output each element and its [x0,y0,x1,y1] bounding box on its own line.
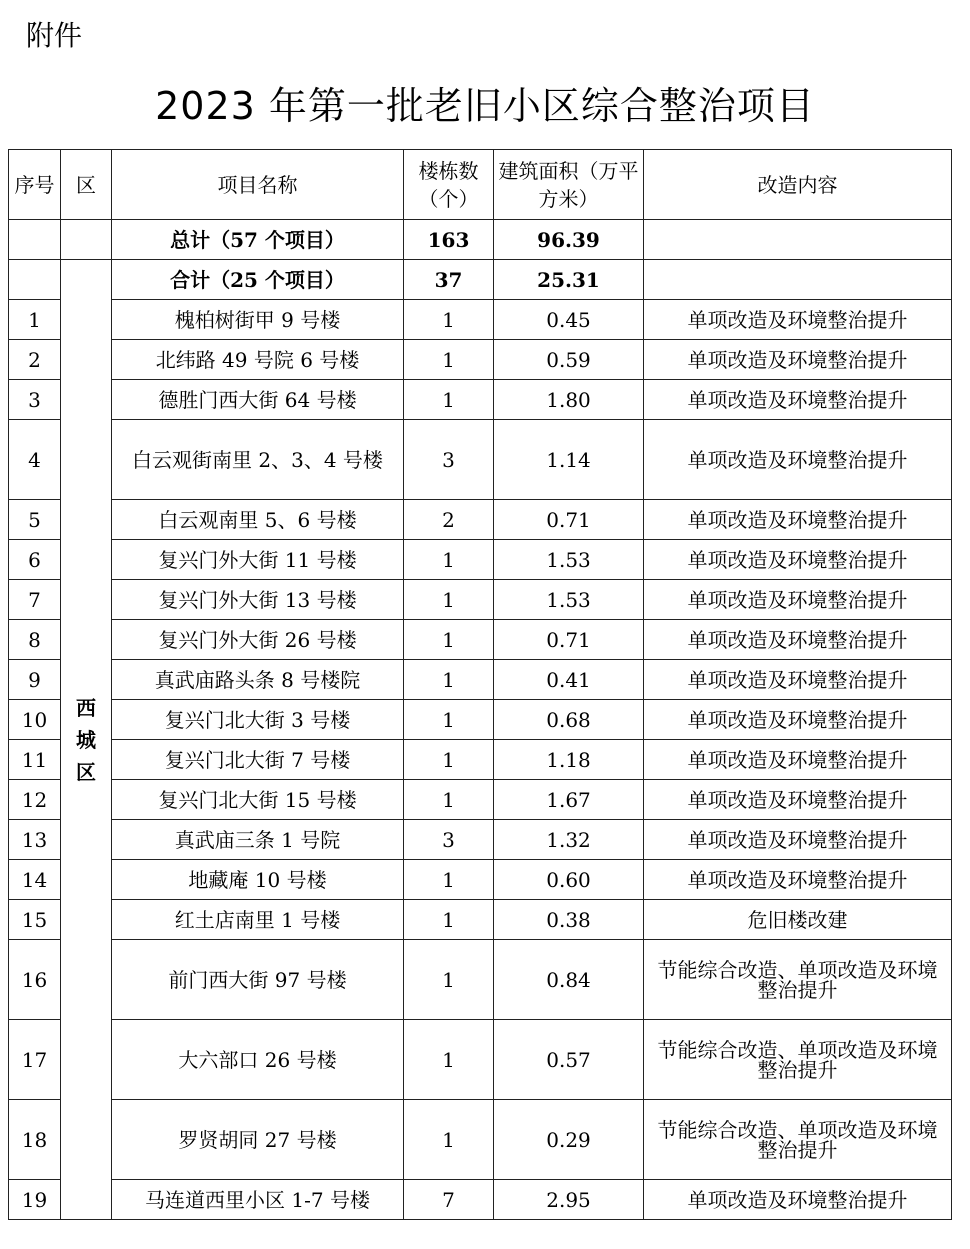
attachment-label: 附件 [26,19,83,52]
row-area: 1.80 [494,380,644,420]
row-seq: 6 [9,540,61,580]
row-area: 1.53 [494,580,644,620]
district-label: 西城区 [76,695,96,784]
row-area: 0.38 [494,900,644,940]
table-row [9,620,952,660]
row-name: 真武庙路头条 8 号楼院 [112,660,404,700]
table-row [9,540,952,580]
table-row [9,900,952,940]
row-buildings: 1 [404,740,494,780]
row-content: 单项改造及环境整治提升 [644,580,952,620]
row-seq: 13 [9,820,61,860]
row-content: 单项改造及环境整治提升 [644,380,952,420]
row-name: 白云观街南里 2、3、4 号楼 [112,420,404,500]
table-row [9,380,952,420]
row-area: 1.18 [494,740,644,780]
header-district: 区 [61,150,112,220]
row-name: 真武庙三条 1 号院 [112,820,404,860]
row-name: 槐柏树街甲 9 号楼 [112,300,404,340]
row-buildings: 1 [404,900,494,940]
total-name: 总计（57 个项目） [112,220,404,260]
row-name: 白云观南里 5、6 号楼 [112,500,404,540]
total-district-cell [61,220,112,260]
table-row [9,700,952,740]
subtotal-name: 合计（25 个项目） [112,260,404,300]
total-content-cell [644,220,952,260]
row-seq: 15 [9,900,61,940]
row-buildings: 1 [404,1020,494,1100]
row-seq: 11 [9,740,61,780]
row-seq: 1 [9,300,61,340]
row-seq: 5 [9,500,61,540]
row-buildings: 1 [404,700,494,740]
row-buildings: 1 [404,620,494,660]
header-content: 改造内容 [644,150,952,220]
row-buildings: 1 [404,1100,494,1180]
row-name: 马连道西里小区 1-7 号楼 [112,1180,404,1220]
table-row [9,1020,952,1100]
row-seq: 7 [9,580,61,620]
row-content: 单项改造及环境整治提升 [644,780,952,820]
row-content: 单项改造及环境整治提升 [644,420,952,500]
row-buildings: 1 [404,940,494,1020]
header-name: 项目名称 [112,150,404,220]
total-area: 96.39 [494,220,644,260]
row-seq: 18 [9,1100,61,1180]
row-area: 0.60 [494,860,644,900]
row-seq: 10 [9,700,61,740]
row-content: 单项改造及环境整治提升 [644,300,952,340]
table-header-row [9,150,952,220]
row-buildings: 3 [404,820,494,860]
row-buildings: 1 [404,300,494,340]
table-row [9,860,952,900]
table-row [9,660,952,700]
row-seq: 14 [9,860,61,900]
row-content: 节能综合改造、单项改造及环境整治提升 [644,940,952,1020]
row-area: 2.95 [494,1180,644,1220]
row-content: 危旧楼改建 [644,900,952,940]
row-area: 0.45 [494,300,644,340]
subtotal-area: 25.31 [494,260,644,300]
row-content: 单项改造及环境整治提升 [644,540,952,580]
total-row [9,220,952,260]
district-cell [61,260,112,1220]
table-row [9,780,952,820]
table-row [9,940,952,1020]
row-content: 单项改造及环境整治提升 [644,740,952,780]
header-area: 建筑面积（万平方米） [494,150,644,220]
row-buildings: 3 [404,420,494,500]
row-seq: 4 [9,420,61,500]
subtotal-buildings: 37 [404,260,494,300]
subtotal-row [9,260,952,300]
subtotal-seq-cell [9,260,61,300]
table-row [9,500,952,540]
table-body [9,220,952,1220]
row-name: 德胜门西大街 64 号楼 [112,380,404,420]
row-content: 节能综合改造、单项改造及环境整治提升 [644,1020,952,1100]
row-area: 0.57 [494,1020,644,1100]
row-seq: 12 [9,780,61,820]
row-name: 复兴门北大街 15 号楼 [112,780,404,820]
row-content: 单项改造及环境整治提升 [644,340,952,380]
row-area: 1.67 [494,780,644,820]
table-row [9,740,952,780]
table-row [9,420,952,500]
row-content: 单项改造及环境整治提升 [644,700,952,740]
row-name: 大六部口 26 号楼 [112,1020,404,1100]
row-content: 单项改造及环境整治提升 [644,820,952,860]
row-seq: 3 [9,380,61,420]
row-content: 单项改造及环境整治提升 [644,860,952,900]
row-buildings: 2 [404,500,494,540]
row-name: 复兴门外大街 13 号楼 [112,580,404,620]
row-name: 地藏庵 10 号楼 [112,860,404,900]
row-area: 0.71 [494,620,644,660]
total-buildings: 163 [404,220,494,260]
row-area: 0.84 [494,940,644,1020]
row-area: 0.59 [494,340,644,380]
row-buildings: 1 [404,780,494,820]
row-name: 北纬路 49 号院 6 号楼 [112,340,404,380]
subtotal-content-cell [644,260,952,300]
row-name: 复兴门北大街 3 号楼 [112,700,404,740]
row-buildings: 1 [404,380,494,420]
row-name: 前门西大街 97 号楼 [112,940,404,1020]
row-name: 复兴门外大街 26 号楼 [112,620,404,660]
row-name: 红土店南里 1 号楼 [112,900,404,940]
row-content: 单项改造及环境整治提升 [644,500,952,540]
project-table [8,149,952,1220]
total-seq-cell [9,220,61,260]
row-buildings: 1 [404,340,494,380]
row-seq: 8 [9,620,61,660]
row-content: 单项改造及环境整治提升 [644,660,952,700]
header-seq: 序号 [9,150,61,220]
header-buildings: 楼栋数（个） [404,150,494,220]
row-buildings: 1 [404,860,494,900]
row-area: 1.53 [494,540,644,580]
row-buildings: 1 [404,660,494,700]
row-seq: 17 [9,1020,61,1100]
row-buildings: 1 [404,540,494,580]
table-row [9,300,952,340]
row-seq: 16 [9,940,61,1020]
table-row [9,820,952,860]
row-area: 1.14 [494,420,644,500]
row-content: 单项改造及环境整治提升 [644,620,952,660]
row-area: 0.41 [494,660,644,700]
row-buildings: 1 [404,580,494,620]
row-buildings: 7 [404,1180,494,1220]
row-name: 复兴门外大街 11 号楼 [112,540,404,580]
row-area: 0.29 [494,1100,644,1180]
table-row [9,1100,952,1180]
row-area: 1.32 [494,820,644,860]
row-content: 节能综合改造、单项改造及环境整治提升 [644,1100,952,1180]
row-seq: 2 [9,340,61,380]
row-area: 0.68 [494,700,644,740]
table-row [9,1180,952,1220]
table-row [9,580,952,620]
page-title: 2023 年第一批老旧小区综合整治项目 [155,84,815,128]
row-content: 单项改造及环境整治提升 [644,1180,952,1220]
row-area: 0.71 [494,500,644,540]
row-name: 罗贤胡同 27 号楼 [112,1100,404,1180]
row-seq: 9 [9,660,61,700]
row-seq: 19 [9,1180,61,1220]
table-row [9,340,952,380]
row-name: 复兴门北大街 7 号楼 [112,740,404,780]
